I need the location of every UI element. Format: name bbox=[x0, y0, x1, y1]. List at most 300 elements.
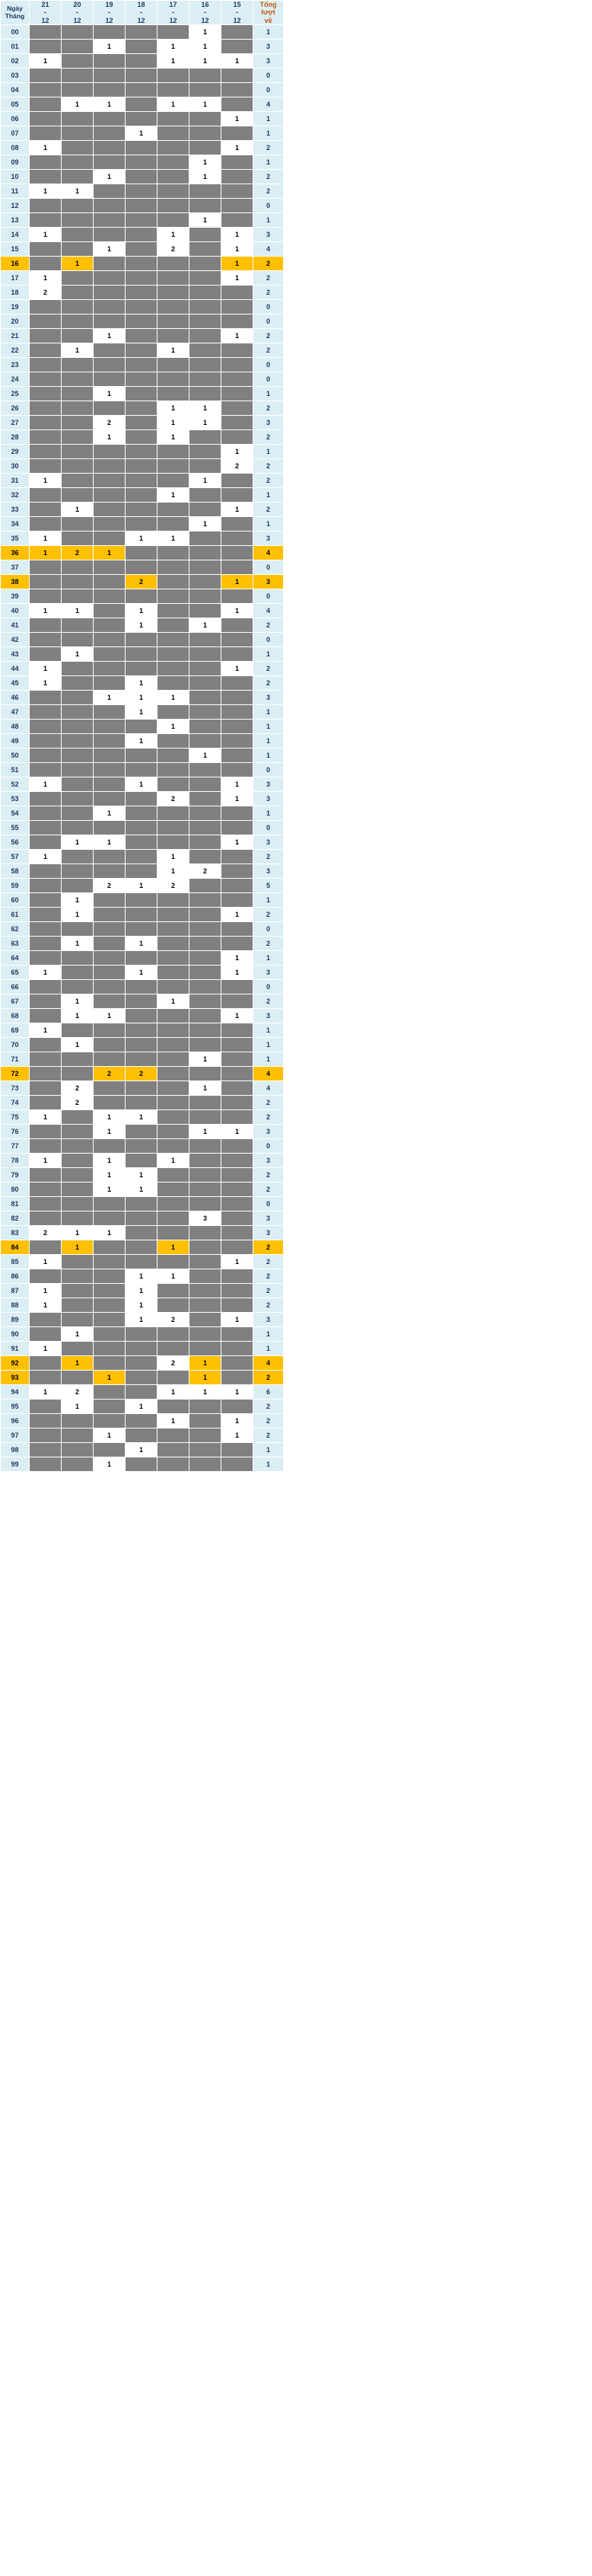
data-cell bbox=[221, 1081, 253, 1096]
data-cell bbox=[62, 430, 94, 445]
data-cell bbox=[158, 835, 189, 850]
data-cell bbox=[62, 314, 94, 329]
data-cell: 1 bbox=[30, 1110, 62, 1125]
row-day-label: 10 bbox=[1, 170, 30, 184]
table-row bbox=[1, 155, 284, 170]
data-cell bbox=[126, 1052, 158, 1067]
data-cell bbox=[158, 734, 189, 749]
data-cell: 1 bbox=[221, 141, 253, 155]
row-day-label: 07 bbox=[1, 126, 30, 141]
data-cell bbox=[189, 1428, 221, 1443]
row-total: 0 bbox=[253, 1197, 284, 1211]
table-row bbox=[1, 951, 284, 966]
data-cell: 1 bbox=[94, 242, 126, 257]
data-cell bbox=[94, 271, 126, 286]
data-cell bbox=[62, 69, 94, 83]
data-cell bbox=[126, 763, 158, 777]
data-cell bbox=[158, 1052, 189, 1067]
data-cell: 1 bbox=[158, 994, 189, 1009]
table-row bbox=[1, 1052, 284, 1067]
data-cell bbox=[94, 343, 126, 358]
row-day-label: 88 bbox=[1, 1298, 30, 1313]
row-total: 1 bbox=[253, 155, 284, 170]
row-day-label: 83 bbox=[1, 1226, 30, 1240]
row-day-label: 16 bbox=[1, 257, 30, 271]
row-day-label: 03 bbox=[1, 69, 30, 83]
data-cell: 1 bbox=[126, 1183, 158, 1197]
table-row bbox=[1, 242, 284, 257]
data-cell bbox=[158, 763, 189, 777]
data-cell: 1 bbox=[158, 416, 189, 430]
arrival-frequency-table bbox=[0, 0, 284, 1472]
data-cell bbox=[30, 893, 62, 908]
row-total: 3 bbox=[253, 792, 284, 806]
data-cell bbox=[189, 763, 221, 777]
row-day-label: 67 bbox=[1, 994, 30, 1009]
table-row bbox=[1, 1240, 284, 1255]
data-cell bbox=[189, 459, 221, 474]
data-cell bbox=[126, 1414, 158, 1428]
row-day-label: 87 bbox=[1, 1284, 30, 1298]
row-total: 2 bbox=[253, 908, 284, 922]
data-cell bbox=[62, 1125, 94, 1139]
table-row bbox=[1, 604, 284, 618]
data-cell bbox=[189, 358, 221, 372]
row-total: 2 bbox=[253, 184, 284, 199]
data-cell bbox=[158, 1125, 189, 1139]
data-cell bbox=[94, 864, 126, 879]
data-cell bbox=[30, 1211, 62, 1226]
row-total: 5 bbox=[253, 879, 284, 893]
table-row bbox=[1, 1154, 284, 1168]
data-cell: 1 bbox=[221, 908, 253, 922]
table-row bbox=[1, 1009, 284, 1023]
data-cell bbox=[94, 300, 126, 314]
data-cell: 1 bbox=[126, 1443, 158, 1457]
row-total: 6 bbox=[253, 1385, 284, 1400]
header-date-part-num: 17 bbox=[169, 1, 177, 8]
data-cell bbox=[62, 560, 94, 575]
row-day-label: 73 bbox=[1, 1081, 30, 1096]
row-total: 1 bbox=[253, 1052, 284, 1067]
data-cell: 1 bbox=[189, 618, 221, 633]
data-cell: 1 bbox=[126, 966, 158, 980]
data-cell bbox=[30, 1428, 62, 1443]
row-day-label: 79 bbox=[1, 1168, 30, 1183]
data-cell bbox=[30, 821, 62, 835]
data-cell bbox=[30, 488, 62, 503]
data-cell bbox=[126, 257, 158, 271]
data-cell: 1 bbox=[158, 531, 189, 546]
row-day-label: 58 bbox=[1, 864, 30, 879]
data-cell bbox=[158, 980, 189, 994]
header-total-part-l1: Tổng bbox=[259, 1, 277, 8]
data-cell bbox=[62, 734, 94, 749]
data-cell bbox=[30, 170, 62, 184]
table-row bbox=[1, 1255, 284, 1269]
data-cell bbox=[62, 821, 94, 835]
data-cell bbox=[30, 430, 62, 445]
data-cell bbox=[30, 416, 62, 430]
row-total: 1 bbox=[253, 1443, 284, 1457]
data-cell bbox=[94, 126, 126, 141]
row-day-label: 14 bbox=[1, 228, 30, 242]
table-row bbox=[1, 763, 284, 777]
row-total: 3 bbox=[253, 228, 284, 242]
table-row bbox=[1, 806, 284, 821]
data-cell: 1 bbox=[94, 1428, 126, 1443]
row-total: 2 bbox=[253, 1284, 284, 1298]
data-cell bbox=[62, 792, 94, 806]
data-cell bbox=[94, 734, 126, 749]
row-day-label: 46 bbox=[1, 691, 30, 705]
row-day-label: 78 bbox=[1, 1154, 30, 1168]
data-cell bbox=[158, 517, 189, 531]
row-day-label: 04 bbox=[1, 83, 30, 97]
data-cell bbox=[62, 951, 94, 966]
data-cell bbox=[62, 372, 94, 387]
data-cell bbox=[62, 1269, 94, 1284]
data-cell bbox=[189, 503, 221, 517]
data-cell bbox=[94, 676, 126, 691]
table-row bbox=[1, 893, 284, 908]
data-cell bbox=[221, 676, 253, 691]
data-cell: 2 bbox=[158, 1313, 189, 1327]
data-cell: 1 bbox=[221, 966, 253, 980]
header-date-part-month: 12 bbox=[233, 16, 241, 24]
data-cell: 1 bbox=[30, 184, 62, 199]
data-cell bbox=[62, 40, 94, 54]
data-cell bbox=[30, 1457, 62, 1472]
data-cell bbox=[30, 734, 62, 749]
row-total: 2 bbox=[253, 1255, 284, 1269]
data-cell bbox=[94, 994, 126, 1009]
data-cell bbox=[126, 1226, 158, 1240]
table-row bbox=[1, 994, 284, 1009]
data-cell bbox=[221, 1067, 253, 1081]
table-row bbox=[1, 1298, 284, 1313]
data-cell bbox=[158, 1096, 189, 1110]
data-cell bbox=[30, 1240, 62, 1255]
row-total: 2 bbox=[253, 1110, 284, 1125]
data-cell bbox=[221, 517, 253, 531]
data-cell bbox=[62, 633, 94, 647]
data-cell: 1 bbox=[62, 1327, 94, 1342]
row-total: 3 bbox=[253, 966, 284, 980]
row-total: 2 bbox=[253, 662, 284, 676]
data-cell: 1 bbox=[62, 1356, 94, 1371]
data-cell: 1 bbox=[221, 1414, 253, 1428]
data-cell bbox=[221, 1052, 253, 1067]
data-cell: 2 bbox=[62, 1081, 94, 1096]
row-total: 4 bbox=[253, 1067, 284, 1081]
table-row bbox=[1, 257, 284, 271]
header-date-part-month: 12 bbox=[73, 16, 81, 24]
data-cell bbox=[221, 879, 253, 893]
data-cell bbox=[158, 141, 189, 155]
data-cell bbox=[62, 25, 94, 40]
header-day-month bbox=[1, 1, 30, 25]
data-cell: 1 bbox=[126, 705, 158, 720]
data-cell bbox=[126, 1023, 158, 1038]
data-cell bbox=[30, 691, 62, 705]
data-cell bbox=[126, 228, 158, 242]
data-cell: 1 bbox=[158, 691, 189, 705]
row-day-label: 90 bbox=[1, 1327, 30, 1342]
data-cell: 1 bbox=[158, 97, 189, 112]
row-day-label: 76 bbox=[1, 1125, 30, 1139]
header-total-part-l2: lượt bbox=[261, 8, 275, 17]
row-day-label: 13 bbox=[1, 213, 30, 228]
data-cell: 1 bbox=[221, 792, 253, 806]
data-cell bbox=[189, 1327, 221, 1342]
table-row bbox=[1, 372, 284, 387]
data-cell bbox=[30, 372, 62, 387]
table-row bbox=[1, 358, 284, 372]
data-cell bbox=[158, 705, 189, 720]
data-cell: 1 bbox=[62, 908, 94, 922]
data-cell bbox=[158, 286, 189, 300]
data-cell bbox=[94, 908, 126, 922]
data-cell bbox=[158, 112, 189, 126]
data-cell: 1 bbox=[221, 1385, 253, 1400]
row-total: 0 bbox=[253, 589, 284, 604]
data-cell bbox=[158, 155, 189, 170]
data-cell bbox=[158, 126, 189, 141]
data-cell bbox=[94, 633, 126, 647]
data-cell bbox=[62, 242, 94, 257]
data-cell: 1 bbox=[30, 850, 62, 864]
data-cell bbox=[189, 647, 221, 662]
data-cell: 1 bbox=[94, 1110, 126, 1125]
table-row bbox=[1, 1428, 284, 1443]
data-cell bbox=[30, 343, 62, 358]
table-row bbox=[1, 864, 284, 879]
data-cell bbox=[30, 155, 62, 170]
data-cell bbox=[158, 199, 189, 213]
data-cell: 1 bbox=[189, 54, 221, 69]
data-cell bbox=[62, 720, 94, 734]
data-cell bbox=[94, 1081, 126, 1096]
row-day-label: 08 bbox=[1, 141, 30, 155]
data-cell bbox=[126, 1154, 158, 1168]
row-day-label: 38 bbox=[1, 575, 30, 589]
row-day-label: 89 bbox=[1, 1313, 30, 1327]
row-day-label: 21 bbox=[1, 329, 30, 343]
data-cell bbox=[189, 893, 221, 908]
row-day-label: 55 bbox=[1, 821, 30, 835]
data-cell: 1 bbox=[221, 54, 253, 69]
data-cell bbox=[221, 1183, 253, 1197]
data-cell bbox=[62, 1067, 94, 1081]
row-day-label: 00 bbox=[1, 25, 30, 40]
data-cell bbox=[221, 401, 253, 416]
data-cell: 1 bbox=[94, 806, 126, 821]
row-day-label: 32 bbox=[1, 488, 30, 503]
row-day-label: 94 bbox=[1, 1385, 30, 1400]
data-cell bbox=[94, 445, 126, 459]
data-cell: 1 bbox=[189, 1081, 221, 1096]
row-day-label: 28 bbox=[1, 430, 30, 445]
data-cell: 1 bbox=[158, 54, 189, 69]
data-cell bbox=[30, 445, 62, 459]
data-cell: 1 bbox=[189, 1371, 221, 1385]
data-cell bbox=[62, 474, 94, 488]
data-cell: 1 bbox=[158, 488, 189, 503]
data-cell bbox=[221, 1269, 253, 1284]
data-cell: 1 bbox=[221, 575, 253, 589]
data-cell bbox=[62, 401, 94, 416]
row-day-label: 39 bbox=[1, 589, 30, 604]
row-total: 1 bbox=[253, 720, 284, 734]
row-day-label: 33 bbox=[1, 503, 30, 517]
table-row bbox=[1, 879, 284, 893]
data-cell bbox=[62, 416, 94, 430]
header-date-part-dash: - bbox=[76, 8, 78, 17]
data-cell bbox=[62, 850, 94, 864]
data-cell bbox=[189, 662, 221, 676]
data-cell bbox=[126, 503, 158, 517]
row-total: 1 bbox=[253, 25, 284, 40]
row-total: 0 bbox=[253, 300, 284, 314]
data-cell bbox=[62, 806, 94, 821]
row-day-label: 95 bbox=[1, 1400, 30, 1414]
data-cell bbox=[30, 589, 62, 604]
row-total: 0 bbox=[253, 358, 284, 372]
data-cell bbox=[126, 546, 158, 560]
data-cell: 1 bbox=[126, 777, 158, 792]
data-cell bbox=[158, 922, 189, 937]
data-cell: 2 bbox=[62, 546, 94, 560]
table-row bbox=[1, 25, 284, 40]
data-cell bbox=[158, 314, 189, 329]
data-cell bbox=[189, 271, 221, 286]
row-day-label: 22 bbox=[1, 343, 30, 358]
data-cell bbox=[94, 647, 126, 662]
table-body bbox=[1, 25, 284, 1472]
data-cell bbox=[62, 1197, 94, 1211]
data-cell bbox=[126, 474, 158, 488]
table-row bbox=[1, 1414, 284, 1428]
row-day-label: 41 bbox=[1, 618, 30, 633]
data-cell bbox=[62, 691, 94, 705]
table-row bbox=[1, 647, 284, 662]
data-cell: 1 bbox=[62, 1226, 94, 1240]
data-cell bbox=[126, 242, 158, 257]
data-cell: 1 bbox=[221, 777, 253, 792]
data-cell bbox=[126, 213, 158, 228]
data-cell bbox=[94, 141, 126, 155]
row-day-label: 29 bbox=[1, 445, 30, 459]
header-date-part-num: 15 bbox=[233, 1, 241, 8]
data-cell bbox=[30, 1371, 62, 1385]
data-cell bbox=[189, 300, 221, 314]
table-row bbox=[1, 401, 284, 416]
data-cell bbox=[221, 864, 253, 879]
data-cell bbox=[62, 358, 94, 372]
header-date-col-1 bbox=[62, 1, 94, 25]
data-cell bbox=[30, 112, 62, 126]
data-cell bbox=[221, 372, 253, 387]
row-day-label: 25 bbox=[1, 387, 30, 401]
data-cell bbox=[158, 618, 189, 633]
data-cell bbox=[126, 1356, 158, 1371]
header-date-part-month: 12 bbox=[169, 16, 177, 24]
row-day-label: 84 bbox=[1, 1240, 30, 1255]
row-day-label: 81 bbox=[1, 1197, 30, 1211]
data-cell bbox=[158, 358, 189, 372]
data-cell bbox=[126, 1096, 158, 1110]
data-cell bbox=[30, 749, 62, 763]
data-cell: 1 bbox=[30, 474, 62, 488]
data-cell: 1 bbox=[221, 1428, 253, 1443]
row-day-label: 85 bbox=[1, 1255, 30, 1269]
data-cell bbox=[126, 314, 158, 329]
data-cell bbox=[189, 908, 221, 922]
row-total: 1 bbox=[253, 647, 284, 662]
row-total: 2 bbox=[253, 1240, 284, 1255]
data-cell bbox=[221, 994, 253, 1009]
data-cell: 1 bbox=[94, 1183, 126, 1197]
data-cell bbox=[30, 994, 62, 1009]
row-total: 2 bbox=[253, 618, 284, 633]
table-row bbox=[1, 1385, 284, 1400]
data-cell bbox=[189, 734, 221, 749]
data-cell: 1 bbox=[94, 546, 126, 560]
row-total: 2 bbox=[253, 329, 284, 343]
data-cell: 1 bbox=[221, 257, 253, 271]
data-cell bbox=[158, 25, 189, 40]
row-day-label: 66 bbox=[1, 980, 30, 994]
row-total: 4 bbox=[253, 1081, 284, 1096]
data-cell: 2 bbox=[158, 242, 189, 257]
row-day-label: 19 bbox=[1, 300, 30, 314]
data-cell bbox=[158, 1327, 189, 1342]
row-total: 1 bbox=[253, 893, 284, 908]
data-cell: 1 bbox=[62, 937, 94, 951]
row-total: 2 bbox=[253, 994, 284, 1009]
data-cell bbox=[30, 503, 62, 517]
data-cell bbox=[62, 1313, 94, 1327]
row-total: 0 bbox=[253, 821, 284, 835]
row-day-label: 75 bbox=[1, 1110, 30, 1125]
data-cell bbox=[126, 893, 158, 908]
data-cell bbox=[30, 560, 62, 575]
data-cell bbox=[62, 705, 94, 720]
data-cell bbox=[62, 1211, 94, 1226]
row-total: 0 bbox=[253, 980, 284, 994]
data-cell bbox=[94, 1197, 126, 1211]
data-cell: 1 bbox=[158, 1154, 189, 1168]
table-row bbox=[1, 1313, 284, 1327]
data-cell bbox=[30, 83, 62, 97]
row-day-label: 37 bbox=[1, 560, 30, 575]
header-date-part-month: 12 bbox=[41, 16, 49, 24]
data-cell bbox=[126, 40, 158, 54]
header-date-part-num: 18 bbox=[137, 1, 145, 8]
data-cell: 1 bbox=[30, 546, 62, 560]
data-cell bbox=[94, 1255, 126, 1269]
data-cell bbox=[158, 951, 189, 966]
row-day-label: 51 bbox=[1, 763, 30, 777]
data-cell bbox=[221, 560, 253, 575]
row-total: 3 bbox=[253, 777, 284, 792]
data-cell bbox=[94, 1052, 126, 1067]
row-total: 0 bbox=[253, 1139, 284, 1154]
row-day-label: 82 bbox=[1, 1211, 30, 1226]
data-cell bbox=[126, 821, 158, 835]
table-row bbox=[1, 503, 284, 517]
